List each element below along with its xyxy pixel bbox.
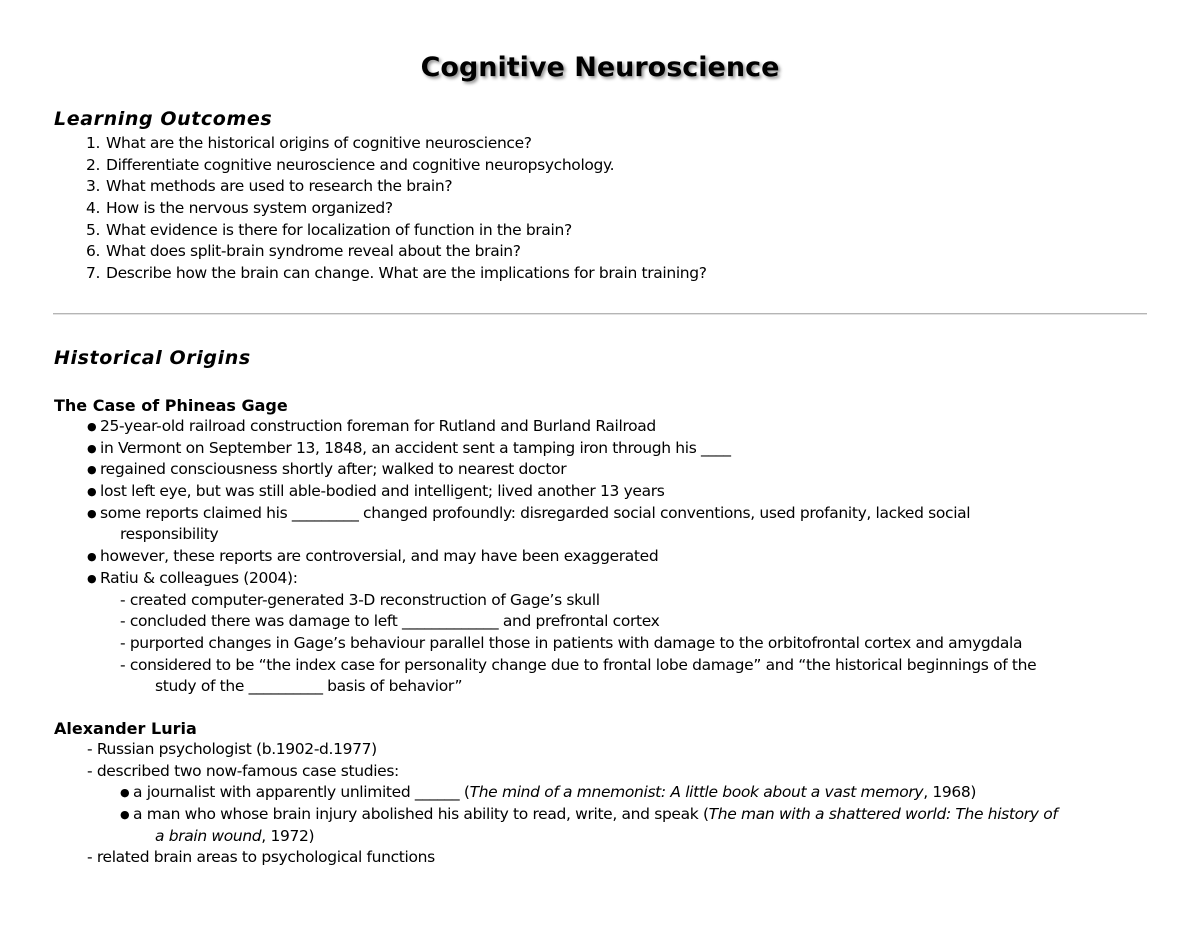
bullet-icon: ● [87,550,97,564]
bullet-icon: ● [87,441,97,455]
luria-heading: Alexander Luria [54,719,197,738]
list-item: ● lost left eye, but was still able-bodied and intelligent; lived another 13 years [0,481,1036,503]
bullet-icon: ● [120,808,130,822]
bullet-icon: ● [87,420,97,433]
outcome-item: 7. Describe how the brain can change. What are the implications for brain training? [86,264,707,283]
luria-list [0,739,1057,869]
list-item: ● Ratiu & colleagues (2004): [0,568,1036,590]
section-divider [53,313,1147,315]
list-item: - Russian psychologist (b.1902-d.1977) [87,740,377,758]
list-item: ● however, these reports are controversial, and may have been exaggerated [0,546,1036,568]
outcome-item: 1. What are the historical origins of cognitive neuroscience? [86,134,532,152]
outcome-item: 4. How is the nervous system organized? [86,199,393,218]
bullet-icon: ● [120,786,130,800]
bullet-icon: ● [87,485,97,499]
sub-list-item: - purported changes in Gage’s behaviour parallel those in patients with damage to the orbitofrontal cortex and amygdala [120,633,1023,652]
case-study-item: ● a man who whose brain injury abolished his ability to read, write, and speak (The man with a shattered world: The history of [0,804,1057,826]
learning-outcomes-heading: Learning Outcomes [54,108,273,130]
sub-list-item: - concluded there was damage to left _____________ and prefrontal cortex [120,612,660,631]
sub-list-item: - created computer-generated 3-D reconstruction of Gage’s skull [120,590,600,609]
page-title: Cognitive Neuroscience [420,52,780,83]
list-item: ● some reports claimed his _________ changed profoundly: disregarded social conventions, used profanity, lacked social [0,503,1036,525]
sub-list-item: - considered to be “the index case for personality change due to frontal lobe damage” and “the historical beginnings of the [120,655,1037,674]
book-title: The man with a shattered world: The history of [708,805,1058,824]
outcome-item: 3. What methods are used to research the brain? [86,177,453,196]
gage-heading: The Case of Phineas Gage [54,396,288,415]
historical-origins-heading: Historical Origins [54,347,251,369]
sub-list-item-continuation: study of the __________ basis of behavior” [155,677,463,696]
list-item-continuation: responsibility [120,525,219,544]
bullet-icon: ● [87,506,97,520]
gage-list [0,416,1036,698]
case-study-continuation: a brain wound, 1972) [155,826,315,845]
list-item: ● 25-year-old railroad construction foreman for Rutland and Burland Railroad [0,416,1036,438]
book-title: The mind of a mnemonist: A little book about a vast memory [469,783,924,802]
book-title-continuation: a brain wound [155,826,262,845]
case-study-item: ● a journalist with apparently unlimited ______ (The mind of a mnemonist: A little book about a vast memory, 1968) [0,782,1057,804]
learning-outcomes-list [86,133,707,285]
list-item: ● in Vermont on September 13, 1848, an accident sent a tamping iron through his ____ [0,438,1036,460]
outcome-item: 6. What does split-brain syndrome reveal about the brain? [86,242,521,261]
outcome-item: 5. What evidence is there for localization of function in the brain? [86,220,572,239]
outcome-item: 2. Differentiate cognitive neuroscience and cognitive neuropsychology. [86,155,615,174]
list-item: - described two now-famous case studies: [87,761,399,780]
bullet-icon: ● [87,463,97,477]
list-item: - related brain areas to psychological functions [87,848,435,867]
list-item: ● regained consciousness shortly after; walked to nearest doctor [0,459,1036,481]
bullet-icon: ● [87,571,97,585]
